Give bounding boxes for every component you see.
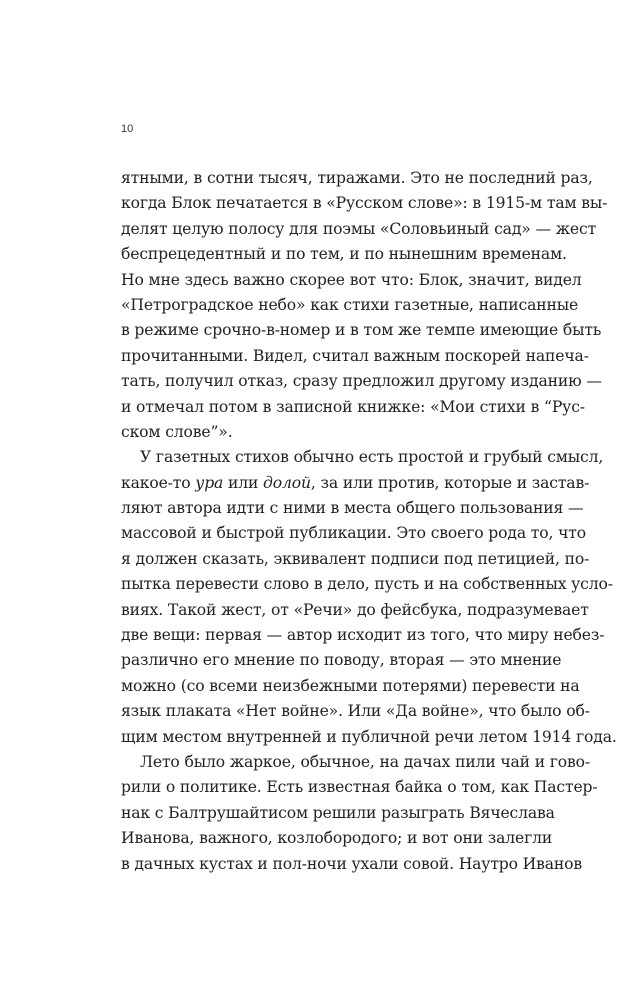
text-line: и отмечал потом в записной книжке: «Мои стихи в “Рус- bbox=[121, 397, 585, 416]
text-line: ляют автора идти с ними в места общего пользования — bbox=[121, 499, 584, 518]
text-line: прочитанными. Видел, считал важным поскорей напеча- bbox=[121, 346, 589, 365]
text-line: делят целую полосу для поэмы «Соловьиный сад» — жест bbox=[121, 219, 597, 238]
text-line: ском слове”». bbox=[121, 422, 233, 441]
page-number: 10 bbox=[121, 123, 134, 135]
text-line: «Петроградское небо» как стихи газетные, написанные bbox=[121, 295, 579, 314]
text-line: щим местом внутренней и публичной речи летом 1914 года. bbox=[121, 727, 617, 746]
text-line-with-emphasis bbox=[121, 471, 590, 496]
text-line: беспрецедентный и по тем, и по нынешним временам. bbox=[121, 245, 567, 264]
text-line: Иванова, важного, козлобородого; и вот они залегли bbox=[121, 829, 553, 848]
text-line: различно его мнение по поводу, вторая — это мнение bbox=[121, 651, 562, 670]
text-line: две вещи: первая — автор исходит из того, что миру небез- bbox=[121, 626, 605, 645]
emphasis-doloi: долой bbox=[263, 473, 311, 492]
text-line: массовой и быстрой публикации. Это своего рода то, что bbox=[121, 524, 586, 543]
text-line: нак с Балтрушайтисом решили разыграть Вячеслава bbox=[121, 803, 555, 822]
text-line: виях. Такой жест, от «Речи» до фейсбука, подразумевает bbox=[121, 600, 589, 619]
text-segment: , за или против, которые и застав- bbox=[310, 473, 590, 492]
text-line: язык плаката «Нет войне». Или «Да войне», что было об- bbox=[121, 702, 590, 721]
text-line: тать, получил отказ, сразу предложил другому изданию — bbox=[121, 372, 602, 391]
text-line: я должен сказать, эквивалент подписи под петицией, по- bbox=[121, 549, 590, 568]
text-line: пытка перевести слово в дело, пусть и на собственных усло- bbox=[121, 575, 613, 594]
text-line: ятными, в сотни тысяч, тиражами. Это не последний раз, bbox=[121, 169, 593, 187]
text-line: рили о политике. Есть известная байка о том, как Пастер- bbox=[121, 778, 598, 797]
text-line: в режиме срочно-в-номер и в том же темпе имеющие быть bbox=[121, 321, 602, 340]
body-text bbox=[121, 166, 617, 877]
text-line: Но мне здесь важно скорее вот что: Блок, значит, видел bbox=[121, 270, 582, 289]
text-segment: какое-то bbox=[121, 473, 196, 492]
text-segment: или bbox=[223, 473, 264, 492]
text-line: можно (со всеми неизбежными потерями) перевести на bbox=[121, 676, 580, 695]
text-line: когда Блок печатается в «Русском слове»: в 1915-м там вы- bbox=[121, 194, 608, 213]
paragraph-start-line: У газетных стихов обычно есть простой и грубый смысл, bbox=[140, 448, 604, 467]
text-line: в дачных кустах и пол-ночи ухали совой. Наутро Иванов bbox=[121, 854, 583, 873]
emphasis-ura: ура bbox=[195, 473, 224, 492]
paragraph-start-line: Лето было жаркое, обычное, на дачах пили чай и гово- bbox=[140, 752, 591, 771]
